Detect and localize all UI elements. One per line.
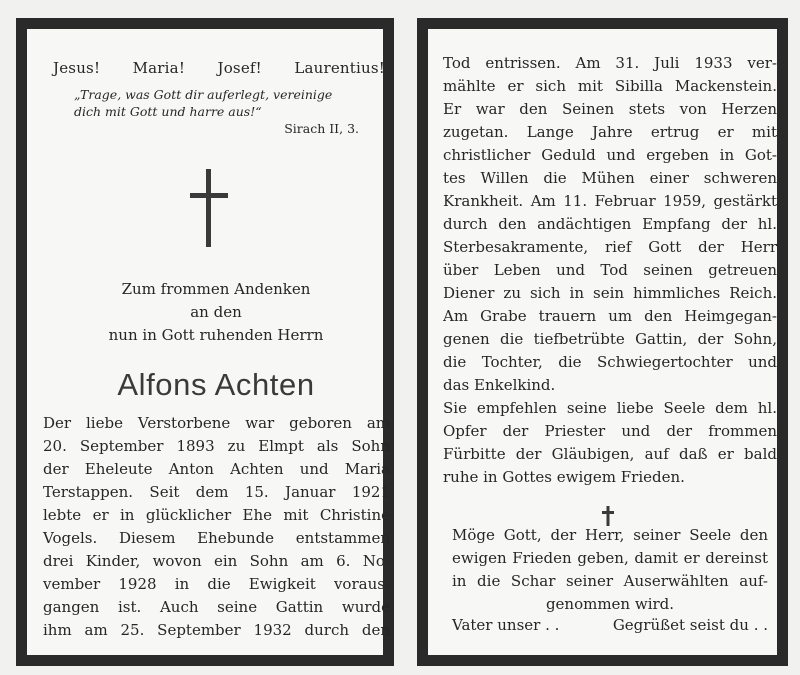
text-line: durch den andächtigen Empfang der hl. (443, 215, 777, 233)
text-line: das Enkelkind. (443, 376, 556, 394)
prayer-line: in die Schar seiner Auserwählten auf- (452, 572, 768, 590)
text-line: Fürbitte der Gläubigen, auf daß er bald (443, 445, 777, 463)
memorial-heading (47, 278, 385, 347)
text-line: Der liebe Verstorbene war geboren am (43, 414, 390, 432)
text-line: Sie empfehlen seine liebe Seele dem hl. (443, 399, 777, 417)
right-card (417, 18, 788, 666)
closing-vater-unser: Vater unser . . (452, 616, 560, 634)
biography-text-left (43, 412, 390, 642)
prayer-line: genommen wird. (545, 595, 675, 613)
deceased-name: Alfons Achten (117, 367, 315, 402)
invocation-jesus: Jesus! (53, 59, 101, 77)
quote-line: „Trage, was Gott dir auferlegt, vereinige (74, 87, 333, 102)
text-line: genen die tiefbetrübte Gattin, der Sohn, (443, 330, 777, 348)
text-line: drei Kinder, wovon ein Sohn am 6. No- (43, 552, 390, 570)
closing-ave-maria: Gegrüßet seist du . . (612, 616, 768, 634)
text-line: der Eheleute Anton Achten und Maria (43, 460, 390, 478)
text-line: über Leben und Tod seinen getreuen (443, 261, 777, 279)
text-line: vember 1928 in die Ewigkeit voraus- (43, 575, 390, 593)
closing-prayers (452, 614, 768, 637)
latin-cross-icon (190, 169, 228, 247)
text-line: die Tochter, die Schwiegertochter und (443, 353, 777, 371)
text-line: Am Grabe trauern um den Heimgegan- (443, 307, 777, 325)
text-line: lebte er in glücklicher Ehe mit Christine (43, 506, 390, 524)
text-line: Diener zu sich in sein himmliches Reich. (443, 284, 777, 302)
text-line: Vogels. Diesem Ehebunde entstammen (43, 529, 390, 547)
prayer-line: ewigen Frieden geben, damit er dereinst (452, 549, 768, 567)
left-card (16, 18, 394, 666)
text-line: christlicher Geduld und ergeben in Got- (443, 146, 777, 164)
text-line: 20. September 1893 zu Elmpt als Sohn (43, 437, 390, 455)
text-line: Krankheit. Am 11. Februar 1959, gestärkt (443, 192, 777, 210)
text-line: ruhe in Gottes ewigem Frieden. (443, 468, 685, 486)
dagger-cross-icon (602, 506, 614, 526)
bible-quote (74, 86, 374, 120)
prayer-text (452, 524, 768, 616)
text-line: Er war den Seinen stets von Herzen (443, 100, 777, 118)
text-line: gangen ist. Auch seine Gattin wurde (43, 598, 390, 616)
biography-text-right (443, 52, 777, 489)
quote-source: Sirach II, 3. (284, 121, 359, 136)
invocation-line (53, 59, 385, 77)
memorial-line: Zum frommen Andenken (121, 280, 311, 298)
invocation-maria: Maria! (132, 59, 186, 77)
text-line: Sterbesakramente, rief Gott der Herr (443, 238, 777, 256)
text-line: mählte er sich mit Sibilla Mackenstein. (443, 77, 777, 95)
prayer-line: Möge Gott, der Herr, seiner Seele den (452, 526, 768, 544)
text-line: Tod entrissen. Am 31. Juli 1933 ver- (443, 54, 777, 72)
text-line: Opfer der Priester und der frommen (443, 422, 777, 440)
invocation-josef: Josef! (217, 59, 262, 77)
text-line: Terstappen. Seit dem 15. Januar 1921 (43, 483, 390, 501)
invocation-laurentius: Laurentius! (294, 59, 385, 77)
quote-line: dich mit Gott und harre aus!“ (74, 104, 262, 119)
text-line: tes Willen die Mühen einer schweren (443, 169, 777, 187)
text-line: zugetan. Lange Jahre ertrug er mit (443, 123, 777, 141)
memorial-line: an den (190, 303, 242, 321)
memorial-line: nun in Gott ruhenden Herrn (108, 326, 324, 344)
text-line: ihm am 25. September 1932 durch den (43, 621, 390, 639)
